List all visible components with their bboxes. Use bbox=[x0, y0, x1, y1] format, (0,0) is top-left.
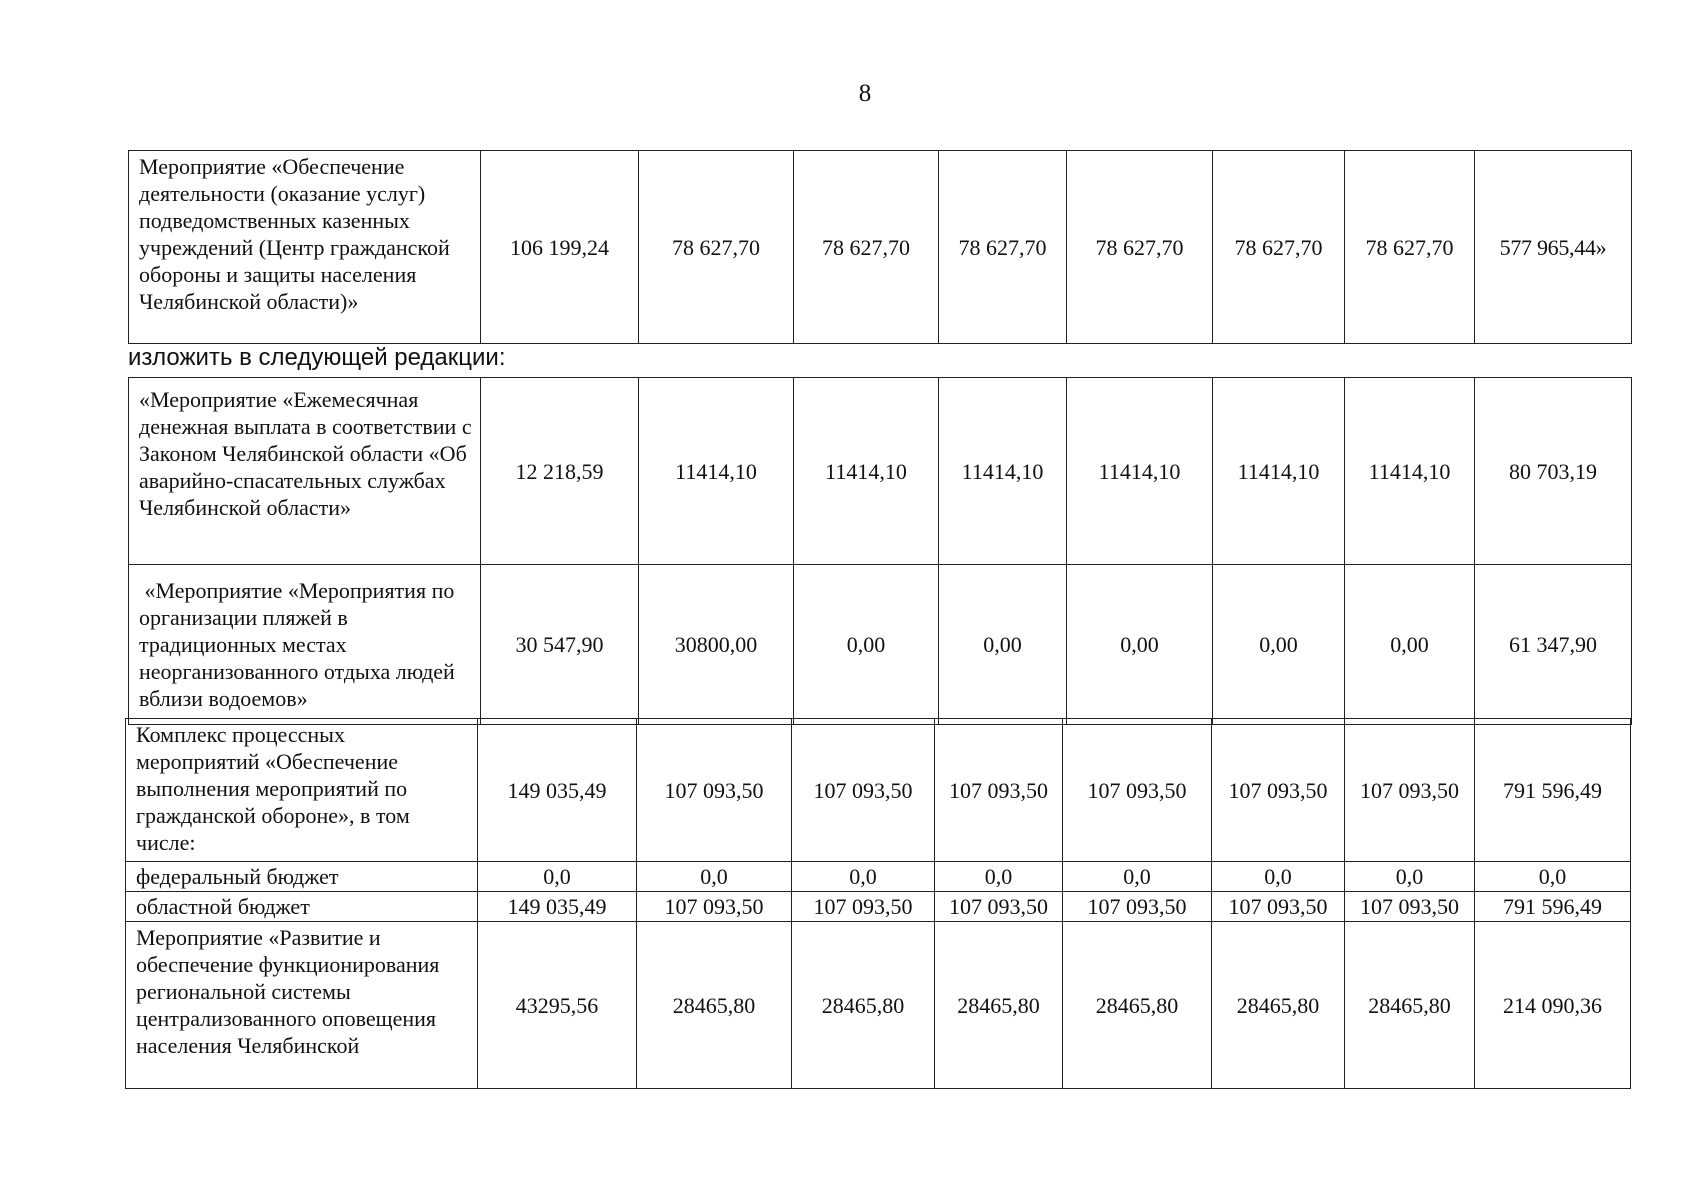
value-cell: 0,0 bbox=[935, 862, 1063, 892]
value-cell: 107 093,50 bbox=[637, 892, 792, 922]
value-cell: 107 093,50 bbox=[935, 719, 1063, 862]
row-label: «Мероприятие «Ежемесячная денежная выплата в соответствии с Законом Челябинской области «Об аварийно-спасательных службах Челябинской области» bbox=[129, 378, 481, 565]
table-row bbox=[126, 862, 1631, 892]
value-cell: 791 596,49 bbox=[1475, 719, 1631, 862]
value-cell: 791 596,49 bbox=[1475, 892, 1631, 922]
row-label: областной бюджет bbox=[126, 892, 478, 922]
value-cell: 28465,80 bbox=[935, 922, 1063, 1089]
value-cell: 107 093,50 bbox=[1345, 719, 1475, 862]
value-cell: 149 035,49 bbox=[478, 892, 637, 922]
value-cell: 78 627,70 bbox=[939, 151, 1067, 344]
table-row bbox=[126, 892, 1631, 922]
value-cell: 11414,10 bbox=[939, 378, 1067, 565]
value-cell: 11414,10 bbox=[1213, 378, 1345, 565]
value-cell: 107 093,50 bbox=[637, 719, 792, 862]
value-cell: 577 965,44» bbox=[1475, 151, 1632, 344]
page-number: 8 bbox=[858, 80, 872, 107]
value-cell: 0,00 bbox=[794, 565, 939, 725]
row-label: Мероприятие «Обеспечение деятельности (оказание услуг) подведомственных казенных учреждений (Центр гражданской обороны и защиты населения Челябинской области)» bbox=[129, 151, 481, 344]
value-cell: 0,0 bbox=[1345, 862, 1475, 892]
value-cell: 11414,10 bbox=[1067, 378, 1213, 565]
value-cell: 0,0 bbox=[478, 862, 637, 892]
value-cell: 107 093,50 bbox=[935, 892, 1063, 922]
table-row bbox=[126, 719, 1631, 862]
value-cell: 11414,10 bbox=[1345, 378, 1475, 565]
budget-table-current bbox=[128, 150, 1632, 344]
value-cell: 61 347,90 bbox=[1475, 565, 1632, 725]
value-cell: 107 093,50 bbox=[792, 892, 935, 922]
value-cell: 0,00 bbox=[1345, 565, 1475, 725]
value-cell: 107 093,50 bbox=[1212, 892, 1345, 922]
value-cell: 28465,80 bbox=[1345, 922, 1475, 1089]
budget-table-continued bbox=[125, 718, 1631, 1089]
row-label: федеральный бюджет bbox=[126, 862, 478, 892]
value-cell: 214 090,36 bbox=[1475, 922, 1631, 1089]
table-row bbox=[129, 565, 1632, 725]
table-row bbox=[129, 378, 1632, 565]
value-cell: 0,0 bbox=[1063, 862, 1212, 892]
value-cell: 28465,80 bbox=[637, 922, 792, 1089]
value-cell: 28465,80 bbox=[1063, 922, 1212, 1089]
value-cell: 107 093,50 bbox=[1345, 892, 1475, 922]
value-cell: 28465,80 bbox=[792, 922, 935, 1089]
value-cell: 30800,00 bbox=[639, 565, 794, 725]
value-cell: 0,00 bbox=[1213, 565, 1345, 725]
value-cell: 28465,80 bbox=[1212, 922, 1345, 1089]
table-row bbox=[126, 922, 1631, 1089]
value-cell: 0,0 bbox=[1212, 862, 1345, 892]
value-cell: 107 093,50 bbox=[792, 719, 935, 862]
budget-table-new bbox=[128, 377, 1632, 725]
table-row bbox=[129, 151, 1632, 344]
row-label: Мероприятие «Развитие и обеспечение функционирования региональной системы централизованного оповещения населения Челябинской bbox=[126, 922, 478, 1089]
value-cell: 149 035,49 bbox=[478, 719, 637, 862]
amendment-heading: изложить в следующей редакции: bbox=[128, 344, 506, 371]
row-label: «Мероприятие «Мероприятия по организации пляжей в традиционных местах неорганизованного отдыха людей вблизи водоемов» bbox=[129, 565, 481, 725]
value-cell: 12 218,59 bbox=[481, 378, 639, 565]
value-cell: 106 199,24 bbox=[481, 151, 639, 344]
value-cell: 78 627,70 bbox=[1345, 151, 1475, 344]
value-cell: 0,0 bbox=[1475, 862, 1631, 892]
value-cell: 0,0 bbox=[637, 862, 792, 892]
value-cell: 107 093,50 bbox=[1063, 719, 1212, 862]
value-cell: 78 627,70 bbox=[1067, 151, 1213, 344]
value-cell: 0,00 bbox=[1067, 565, 1213, 725]
value-cell: 11414,10 bbox=[639, 378, 794, 565]
value-cell: 80 703,19 bbox=[1475, 378, 1632, 565]
value-cell: 78 627,70 bbox=[1213, 151, 1345, 344]
value-cell: 43295,56 bbox=[478, 922, 637, 1089]
value-cell: 30 547,90 bbox=[481, 565, 639, 725]
value-cell: 107 093,50 bbox=[1063, 892, 1212, 922]
value-cell: 11414,10 bbox=[794, 378, 939, 565]
value-cell: 107 093,50 bbox=[1212, 719, 1345, 862]
value-cell: 0,00 bbox=[939, 565, 1067, 725]
value-cell: 0,0 bbox=[792, 862, 935, 892]
value-cell: 78 627,70 bbox=[794, 151, 939, 344]
value-cell: 78 627,70 bbox=[639, 151, 794, 344]
row-label: Комплекс процессных мероприятий «Обеспечение выполнения мероприятий по гражданской обороне», в том числе: bbox=[126, 719, 478, 862]
